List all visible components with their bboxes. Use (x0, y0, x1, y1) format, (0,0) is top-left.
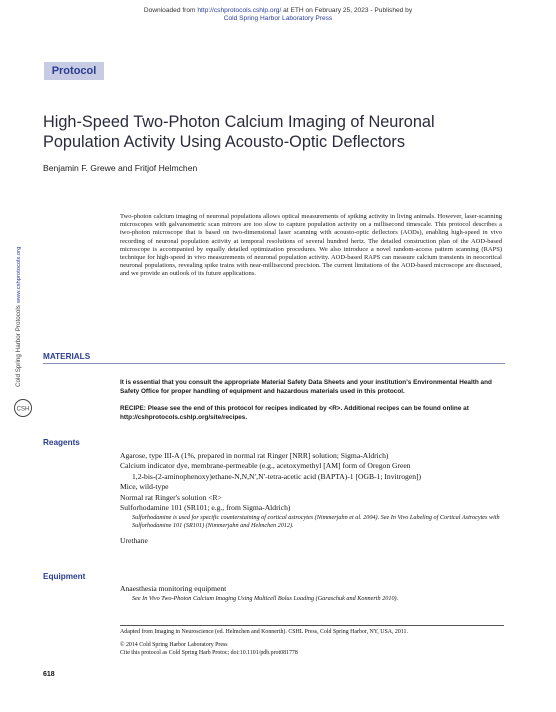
download-suffix: at ETH on February 25, 2023 - Published by (281, 7, 413, 14)
reagent-item: Mice, wild-type (120, 482, 169, 492)
download-prefix: Downloaded from (143, 7, 198, 14)
equipment-item: Anaesthesia monitoring equipment (120, 584, 227, 593)
journal-name: Cold Spring Harbor Protocols (15, 305, 22, 387)
protocol-badge: Protocol (44, 62, 104, 80)
reagent-item: Urethane (120, 536, 148, 546)
reagent-item: Calcium indicator dye, membrane-permeable (e.g., acetoxymethyl [AM] form of Oregon Green (120, 461, 411, 471)
abstract: Two-photon calcium imaging of neuronal populations allows optical measurements of spiking activity in living animals. However, laser-scanning microscopes with galvanometric scan mirrors are too slow to capture population activity on a millisecond timescale. This protocol describes a two-photon microscope that is based on two-dimensional laser scanning with acousto-optic deflectors (AODs), enabling high-speed in vivo recording of neuronal population activity at temporal resolutions of several hundred hertz. The detailed construction plan of the AOD-based microscope is accompanied by equally detailed optimization procedures. We also introduce a novel random-access pattern scanning (RAPS) technique for high-speed in vivo measurements of neuronal population activity. AOD-based RAPS can measure calcium transients in neocortical neuronal populations, revealing spike trains with near-millisecond precision. The current limitations of the AOD-based microscope are discussed, and we provide an outlook of its future applications. (120, 213, 502, 278)
authors: Benjamin F. Grewe and Fritjof Helmchen (43, 163, 198, 173)
footer-divider (120, 625, 504, 626)
csh-logo-icon (13, 395, 33, 421)
equipment-list (120, 584, 510, 603)
materials-heading: MATERIALS (43, 352, 91, 361)
download-notice (0, 7, 556, 23)
publisher-link[interactable]: Cold Spring Harbor Laboratory Press (223, 15, 333, 22)
reagent-item: Sulforhodamine 101 (SR101; e.g., from Sigma-Aldrich) (120, 503, 291, 513)
side-journal-label (13, 246, 43, 435)
reagent-note: Sulforhodamine is used for specific counterstaining of cortical astrocytes (Nimmerjahn et al. 2004). See In Vivo Labeling of Cortical Astrocytes with Sulforhodamine 101 (SR101) (Nimmerjahn and Helmchen 2012). (132, 514, 500, 530)
reagents-list (120, 451, 510, 547)
reagent-item: Agarose, type III-A (1%, prepared in normal rat Ringer [NRR] solution; Sigma-Aldrich) (120, 451, 389, 460)
reagents-heading: Reagents (43, 438, 80, 447)
equipment-heading: Equipment (43, 572, 86, 581)
journal-url-link[interactable]: www.cshprotocols.org (16, 246, 22, 304)
safety-note: It is essential that you consult the appropriate Material Safety Data Sheets and your institution's Environmental Health and Safety Office for proper handling of equipment and hazardous materials used in this protocol. (120, 379, 492, 395)
recipe-note: RECIPE: Please see the end of this protocol for recipes indicated by <R>. Additional recipes can be found online at http://cshprotocols.cshlp.org/site/recipes. (120, 405, 469, 421)
csh-logo-text: CSH (16, 406, 30, 413)
side-journal-text (15, 246, 22, 387)
paper-title: High-Speed Two-Photon Calcium Imaging of Neuronal Population Activity Using Acousto-Optic Deflectors (43, 113, 435, 151)
reagent-item: Normal rat Ringer's solution <R> (120, 492, 222, 502)
footer-copyright: © 2014 Cold Spring Harbor Laboratory Press (120, 642, 228, 648)
equipment-note: See In Vivo Two-Photon Calcium Imaging Using Multicell Bolus Loading (Garaschuk and Konnerth 2010). (132, 595, 399, 603)
footer-adapted-from: Adapted from Imaging in Neuroscience (ed. Helmchen and Konnerth). CSHL Press, Cold Spring Harbor, NY, USA, 2011. (120, 629, 408, 635)
footer-cite: Cite this protocol as Cold Spring Harb Protoc; doi:10.1101/pdb.prot081778 (120, 649, 298, 656)
reagent-item-continued: 1,2-bis-(2-aminophenoxy)ethane-N,N,N′,N′-tetra-acetic acid (BAPTA)-1 [OGB-1; Invitrogen]) (132, 471, 422, 481)
footer-citation-block (120, 642, 504, 657)
page-number: 618 (43, 671, 55, 678)
materials-divider (43, 363, 505, 364)
download-url-link[interactable]: http://cshprotocols.cshlp.org/ (197, 7, 282, 14)
